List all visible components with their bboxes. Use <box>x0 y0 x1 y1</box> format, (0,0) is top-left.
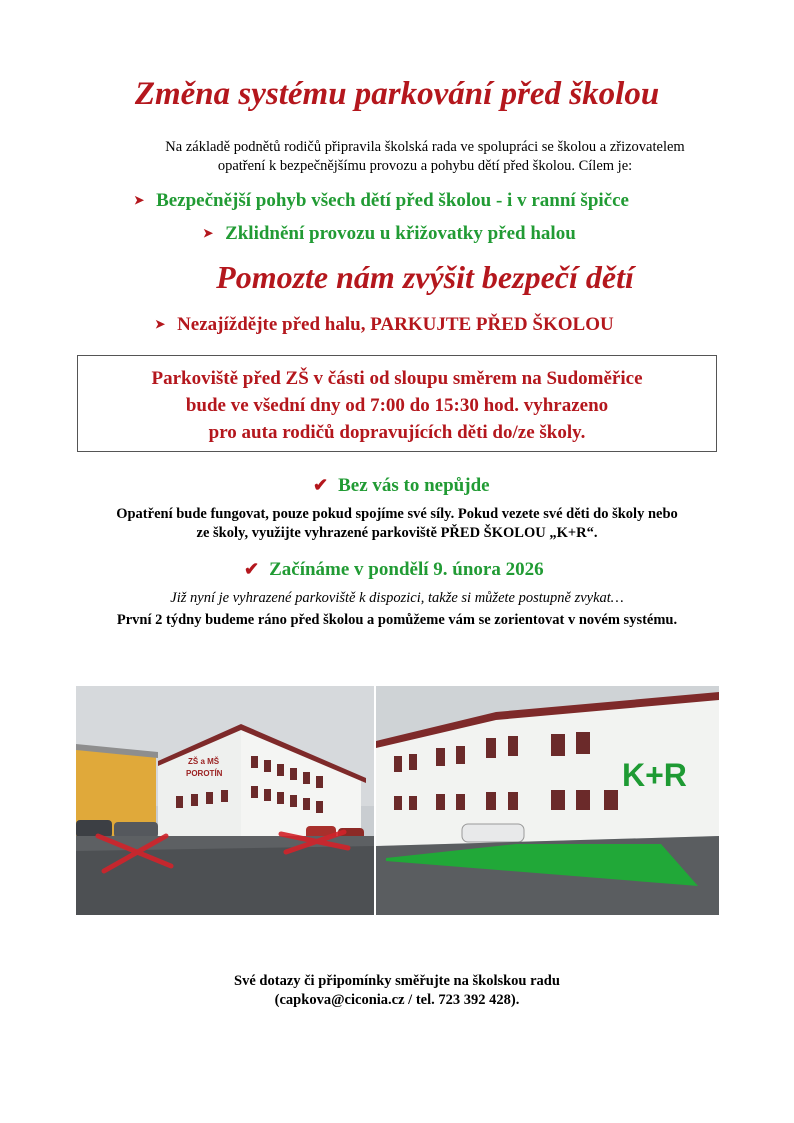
intro-line-1: Na základě podnětů rodičů připravila školská rada ve spolupráci se školou a zřizovatelem <box>165 139 685 155</box>
parking-photos <box>76 686 719 915</box>
section1-text-line-2: ze školy, využijte vyhrazené parkoviště PŘED ŠKOLOU „K+R“. <box>196 525 598 541</box>
footer-contact <box>120 972 674 1010</box>
arrow-bullet-icon: ➤ <box>155 317 166 331</box>
section1-heading <box>313 475 490 497</box>
parking-photos-svg <box>76 686 719 915</box>
kr-label: K+R <box>622 757 687 793</box>
page-title: Změna systému parkování před školou <box>134 76 660 112</box>
arrow-bullet-icon: ➤ <box>203 226 214 240</box>
section1-text <box>80 505 714 543</box>
footer-line-2: (capkova@ciconia.cz / tel. 723 392 428). <box>274 992 520 1008</box>
notice-line-3: pro auta rodičů dopravujících děti do/ze školy. <box>208 422 586 443</box>
intro-text <box>120 138 730 176</box>
section2-note: Již nyní je vyhrazené parkoviště k dispozici, takže si můžete postupně zvykat… <box>170 590 624 606</box>
appeal-bullet <box>155 314 614 336</box>
notice-line-2: bude ve všední dny od 7:00 do 15:30 hod. vyhrazeno <box>185 395 609 416</box>
notice-box <box>77 355 717 452</box>
goal-text-1: Bezpečnější pohyb všech dětí před školou - i v ranní špičce <box>156 190 629 211</box>
appeal-heading: Pomozte nám zvýšit bezpečí dětí <box>216 259 634 295</box>
school-sign-line-2: POROTÍN <box>186 769 223 778</box>
goal-text-2: Zklidnění provozu u křižovatky před halou <box>225 223 576 244</box>
notice-line-1: Parkoviště před ZŠ v části od sloupu směrem na Sudoměřice <box>151 368 643 389</box>
goal-item-1 <box>134 190 629 212</box>
section1-text-line-1: Opatření bude fungovat, pouze pokud spojíme své síly. Pokud vezete své děti do školy nebo <box>116 506 678 522</box>
right-photo <box>376 686 719 915</box>
section1-heading-text: Bez vás to nepůjde <box>338 475 490 496</box>
checkmark-icon: ✔ <box>313 475 329 495</box>
intro-line-2: opatření k bezpečnějšímu provozu a pohybu dětí před školou. Cílem je: <box>217 158 633 174</box>
appeal-bullet-text: Nezajíždějte před halu, PARKUJTE PŘED ŠKOLOU <box>177 314 614 335</box>
section2-heading <box>244 559 544 581</box>
checkmark-icon: ✔ <box>244 559 260 579</box>
arrow-bullet-icon: ➤ <box>134 193 145 207</box>
left-photo <box>76 686 374 915</box>
goal-item-2 <box>203 223 576 245</box>
section2-heading-text: Začínáme v pondělí 9. února 2026 <box>269 559 544 580</box>
section2-text: První 2 týdny budeme ráno před školou a pomůžeme vám se zorientovat v novém systému. <box>116 612 678 628</box>
school-sign-line-1: ZŠ a MŠ <box>188 757 220 766</box>
footer-line-1: Své dotazy či připomínky směřujte na školskou radu <box>234 973 560 989</box>
